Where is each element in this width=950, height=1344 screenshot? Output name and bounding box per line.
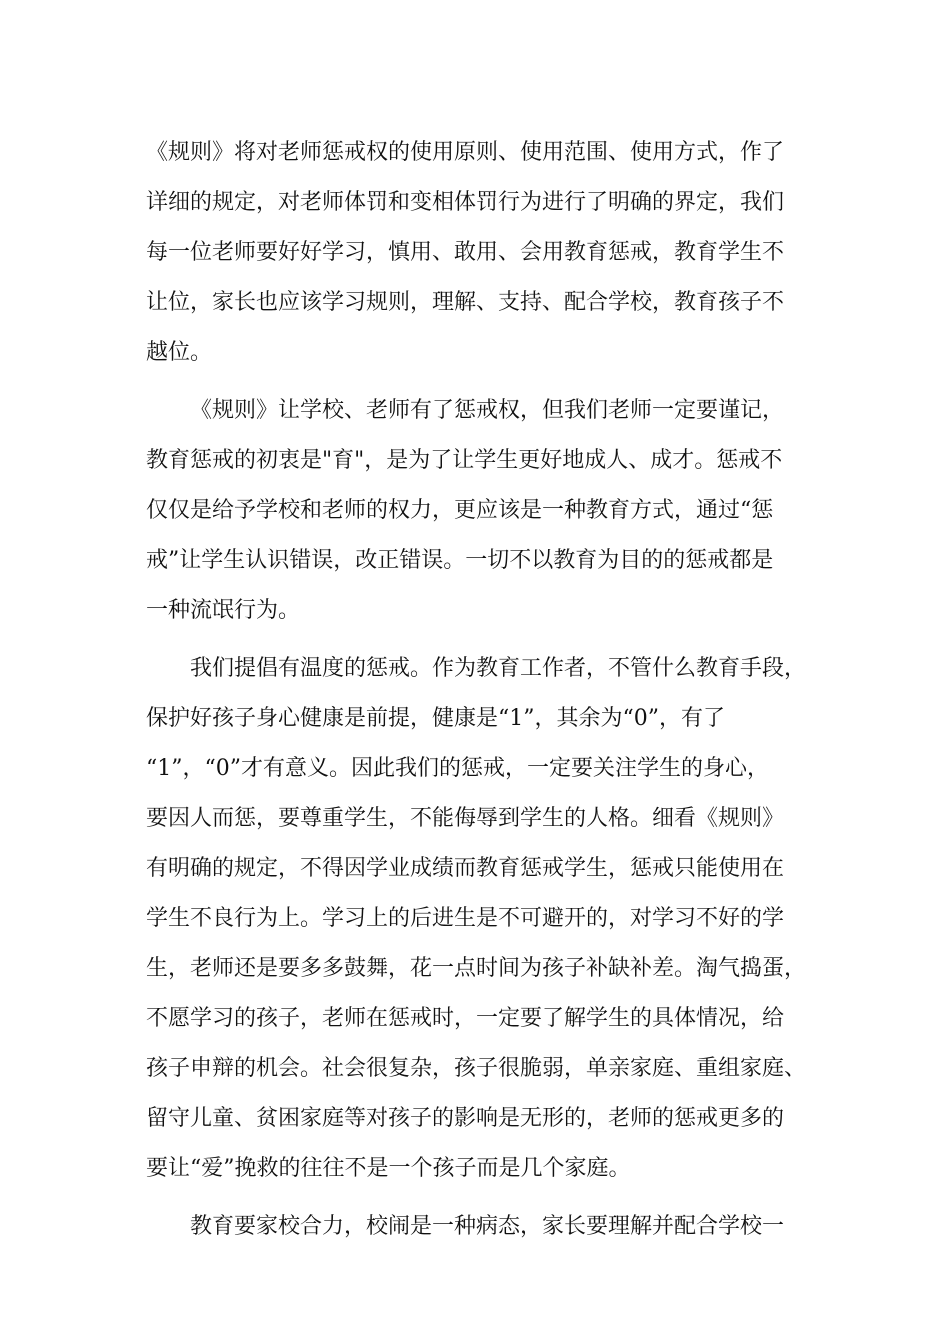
paragraph-4-line-1: 教育要家校合力，校闹是一种病态，家长要理解并配合学校一: [190, 1214, 785, 1239]
paragraph-1-line-1: 《规则》将对老师惩戒权的使用原则、使用范围、使用方式，作了: [146, 140, 785, 165]
paragraph-2-line-2: 教育惩戒的初衷是"育"，是为了让学生更好地成人、成才。惩戒不: [146, 448, 783, 473]
paragraph-1-line-4: 让位，家长也应该学习规则，理解、支持、配合学校，教育孩子不: [146, 290, 785, 315]
paragraph-3-line-1: 我们提倡有温度的惩戒。作为教育工作者，不管什么教育手段，: [190, 656, 807, 681]
paragraph-3-line-3: “1”，“0”才有意义。因此我们的惩戒，一定要关注学生的身心，: [146, 756, 769, 781]
paragraph-3-line-6: 学生不良行为上。学习上的后进生是不可避开的，对学习不好的学: [146, 906, 785, 931]
paragraph-1-line-2: 详细的规定，对老师体罚和变相体罚行为进行了明确的界定，我们: [146, 190, 785, 215]
paragraph-2-line-1: 《规则》让学校、老师有了惩戒权，但我们老师一定要谨记，: [190, 398, 785, 423]
paragraph-3-line-5: 有明确的规定，不得因学业成绩而教育惩戒学生，惩戒只能使用在: [146, 856, 785, 881]
paragraph-2-line-4: 戒”让学生认识错误，改正错误。一切不以教育为目的的惩戒都是: [146, 548, 774, 573]
paragraph-1-line-3: 每一位老师要好好学习，慎用、敢用、会用教育惩戒，教育学生不: [146, 240, 785, 265]
paragraph-3-line-7: 生，老师还是要多多鼓舞，花一点时间为孩子补缺补差。淘气捣蛋，: [146, 956, 807, 981]
paragraph-3-line-11: 要让“爱”挽救的往往不是一个孩子而是几个家庭。: [146, 1156, 631, 1181]
paragraph-3-line-4: 要因人而惩，要尊重学生，不能侮辱到学生的人格。细看《规则》: [146, 806, 785, 831]
paragraph-2-line-5: 一种流氓行为。: [146, 598, 301, 623]
paragraph-3-line-9: 孩子申辩的机会。社会很复杂，孩子很脆弱，单亲家庭、重组家庭、: [146, 1056, 807, 1081]
paragraph-3-line-8: 不愿学习的孩子，老师在惩戒时，一定要了解学生的具体情况，给: [146, 1006, 785, 1031]
document-body: [146, 128, 836, 1252]
paragraph-2-line-3: 仅仅是给予学校和老师的权力，更应该是一种教育方式，通过“惩: [146, 498, 774, 523]
paragraph-3-line-2: 保护好孩子身心健康是前提，健康是“1”，其余为“0”，有了: [146, 706, 725, 731]
paragraph-1-line-5: 越位。: [146, 340, 213, 365]
paragraph-3-line-10: 留守儿童、贫困家庭等对孩子的影响是无形的，老师的惩戒更多的: [146, 1106, 785, 1131]
